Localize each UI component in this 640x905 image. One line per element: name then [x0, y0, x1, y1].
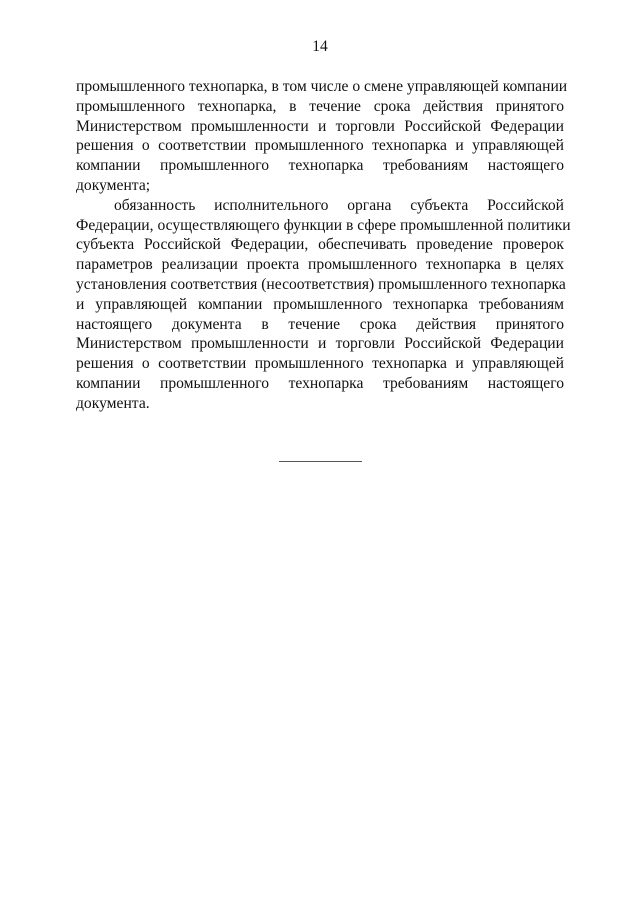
- text-line: промышленного технопарка, в течение срока действия принятого: [76, 97, 564, 115]
- text-line: решения о соответствии промышленного технопарка и управляющей: [76, 355, 564, 373]
- text-line: настоящего документа в течение срока действия принятого: [76, 315, 564, 333]
- text-line: параметров реализации проекта промышленного технопарка в целях: [76, 256, 564, 274]
- text-line: решения о соответствии промышленного технопарка и управляющей: [76, 137, 564, 155]
- text-line: документа.: [76, 394, 150, 412]
- text-line: обязанность исполнительного органа субъекта Российской: [114, 196, 564, 214]
- text-line: компании промышленного технопарка требованиям настоящего: [76, 374, 564, 392]
- text-line: промышленного технопарка, в том числе о смене управляющей компании: [76, 78, 568, 95]
- paragraph-2: [76, 196, 571, 414]
- body-text: [76, 77, 571, 414]
- text-line: субъекта Российской Федерации, обеспечивать проведение проверок: [76, 236, 564, 254]
- text-line: и управляющей компании промышленного технопарка требованиям: [76, 295, 564, 313]
- paragraph-1: [76, 77, 568, 196]
- text-line: Министерством промышленности и торговли Российской Федерации: [76, 117, 564, 135]
- end-separator-line: [279, 461, 362, 462]
- page-number: 14: [312, 38, 328, 55]
- text-line: Министерством промышленности и торговли Российской Федерации: [76, 335, 564, 353]
- text-line: Федерации, осуществляющего функции в сфере промышленной политики: [76, 216, 571, 234]
- text-line: установления соответствия (несоответствия) промышленного технопарка: [76, 275, 566, 293]
- text-line: компании промышленного технопарка требованиям настоящего: [76, 157, 564, 175]
- text-line: документа;: [76, 176, 151, 194]
